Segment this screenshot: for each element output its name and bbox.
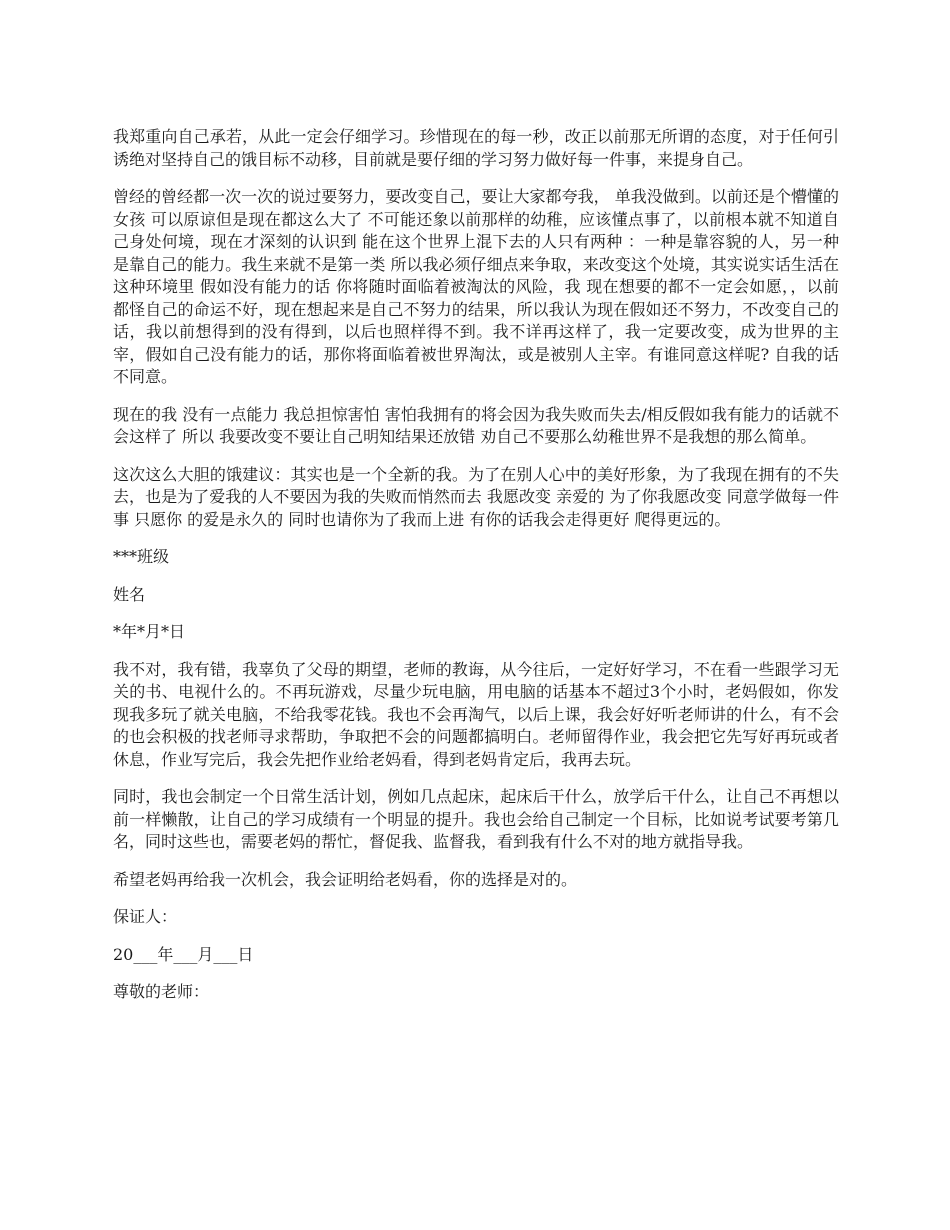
date-line: *年*月*日 (113, 622, 186, 641)
paragraph-promise: 我郑重向自己承若，从此一定会仔细学习。珍惜现在的每一秒，改正以前那无所谓的态度，对于任何引诱绝对坚持自己的饿目标不动移，目前就是要仔细的学习努力做好每一件事，来提身自己。 (113, 127, 839, 169)
paragraph-hope: 希望老妈再给我一次机会，我会证明给老妈看，你的选择是对的。 (113, 869, 578, 889)
paragraph-plan: 同时，我也会制定一个日常生活计划，例如几点起床，起床后干什么，放学后干什么，让自己不再想以前一样懒散，让自己的学习成绩有一个明显的提升。我也会给自己制定一个目标，比如说考试要考第几名，同时这些也，需要老妈的帮忙，督促我、监督我，看到我有什么不对的地方就指导我。 (113, 787, 839, 851)
paragraph-fear: 现在的我 没有一点能力 我总担惊害怕 害怕我拥有的将会因为我失败而失去/相反假如我有能力的话就不会这样了 所以 我要改变不要让自己明知结果还放错 劝自己不要那么幼稚世界不是我想的那么简单。 (113, 404, 839, 446)
document-page (113, 126, 839, 1019)
guarantor-line: 保证人： (113, 907, 178, 926)
salutation-line: 尊敬的老师： (113, 982, 210, 1001)
blank-date-line: 20___年___月___日 (113, 944, 254, 964)
paragraph-apology: 我不对，我有错，我辜负了父母的期望，老师的教诲，从今往后，一定好好学习，不在看一些跟学习无关的书、电视什么的。不再玩游戏，尽量少玩电脑，用电脑的话基本不超过3个小时，老妈假如，你发现我多玩了就关电脑，不给我零花钱。我也不会再淘气，以后上课，我会好好听老师讲的什么，有不会的也会积极的找老师寻求帮助，争取把不会的问题都搞明白。老师留得作业，我会把它先写好再玩或者休息，作业写完后，我会先把作业给老妈看，得到老妈肯定后，我再去玩。 (113, 659, 839, 769)
paragraph-change: 曾经的曾经都一次一次的说过要努力，要改变自己，要让大家都夸我， 单我没做到。以前还是个懵懂的女孩 可以原谅但是现在都这么大了 不可能还象以前那样的幼稚，应该懂点事了，以前根本就不知道自己身处何境，现在才深刻的认识到 能在这个世界上混下去的人只有两种 ：一种是靠容貌的人，另一种是靠自己的能力。我生来就不是第一类 所以我必须仔细点来争取，来改变这个处境，其实说实话生活在这种环境里 假如没有能力的话 你将随时面临着被淘汰的风险，我 现在想要的都不一定会如愿，，以前都怪自己的命运不好，现在想起来是自己不努力的结果，所以我认为现在假如还不努力，不改变自己的话，我以前想得到的没有得到，以后也照样得不到。我不详再这样了，我一定要改变，成为世界的主宰，假如自己没有能力的话，那你将面临着被世界淘汰，或是被别人主宰。有谁同意这样呢? 自我的话不同意。 (113, 187, 839, 386)
paragraph-proposal: 这次这么大胆的饿建议：其实也是一个全新的我。为了在别人心中的美好形象，为了我现在拥有的不失去，也是为了爱我的人不要因为我的失败而悄然而去 我愿改变 亲爱的 为了你我愿改变 同意学做每一件事 只愿你 的爱是永久的 同时也请你为了我而上进 有你的话我会走得更好 爬得更远的。 (113, 464, 839, 529)
name-line: 姓名 (113, 584, 146, 604)
class-line: ***班级 (113, 547, 170, 566)
